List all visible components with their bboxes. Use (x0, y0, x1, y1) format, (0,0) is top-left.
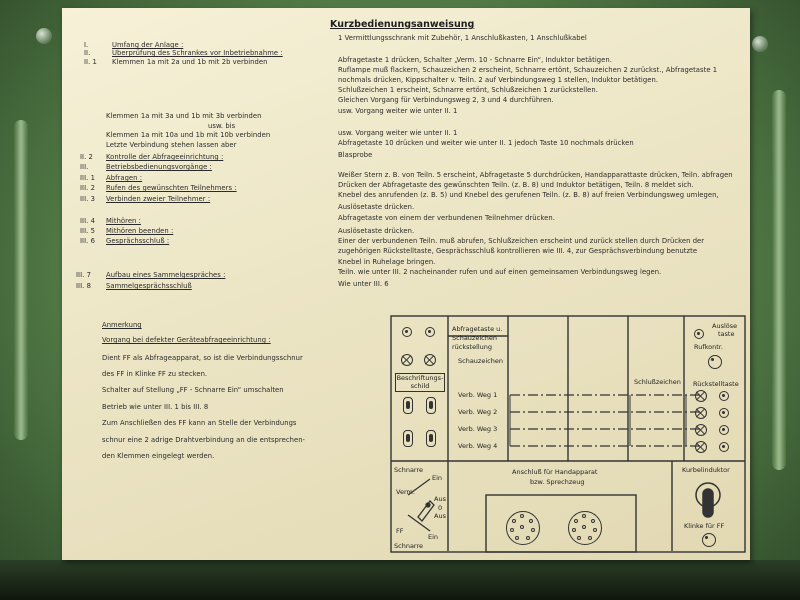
left-num: III. (80, 163, 89, 171)
note-line: des FF in Klinke FF zu stecken. (102, 370, 208, 378)
schlusszeichen-lamp (719, 425, 729, 435)
note-line: Zum Anschließen des FF kann an Stelle der Verbindungs (102, 419, 297, 427)
right-line: Abfragetaste 1 drücken, Schalter „Verm. 10 - Schnarre Ein“, Induktor betätigen. (338, 56, 612, 64)
note-line: Dient FF als Abfrageapparat, so ist die Verbindungsschnur (102, 354, 303, 362)
right-line: Abfragetaste von einem der verbundenen Teilnehmer drücken. (338, 214, 555, 222)
schlusszeichen-lamp (719, 408, 729, 418)
handapparat-socket (568, 511, 602, 545)
label-abfrage: Abfragetaste u. (452, 325, 503, 333)
left-text: Umfang der Anlage : (112, 41, 184, 49)
label-verm: Verm. (396, 488, 415, 496)
cabinet-bottom-shadow (0, 560, 800, 600)
label-aus: Aus (434, 512, 446, 520)
schauzeichen-knob (401, 354, 413, 366)
label-schauzeichen: Schauzeichen (458, 357, 503, 365)
right-line: Drücken der Abfragetaste des gewünschten Teiln. (z. B. 8) und Induktor betätigen, Teiln. 8 meldet sich. (338, 181, 694, 189)
label-rufkontr: Rufkontr. (694, 343, 723, 351)
schlusszeichen-lamp (719, 442, 729, 452)
right-handle (772, 90, 786, 470)
note-heading: Anmerkung (102, 321, 142, 329)
left-handle (14, 120, 28, 440)
handapparat-socket (506, 511, 540, 545)
label-abfrage: Schauzeichen (452, 334, 497, 342)
rueckstell-key (695, 390, 707, 402)
ausloese-knob (694, 329, 704, 339)
left-text: Gesprächsschluß : (106, 237, 170, 245)
left-text: Klemmen 1a mit 2a und 1b mit 2b verbinden (112, 58, 268, 66)
left-num: I. (84, 41, 89, 49)
left-num: III. 5 (80, 227, 95, 235)
label-ausloese: Auslöse (712, 322, 738, 330)
label-weg: Verb. Weg 1 (458, 391, 498, 399)
note-subheading: Vorgang bei defekter Geräteabfrageeinrichtung : (102, 336, 271, 344)
left-num: III. 1 (80, 174, 95, 182)
left-text: Aufbau eines Sammelgespräches : (106, 271, 226, 279)
label-schlusszeichen: Schlußzeichen (634, 378, 681, 386)
left-text: Mithören : (106, 217, 141, 225)
note-line: schnur eine 2 adrige Drahtverbindung an die entsprechen- (102, 436, 306, 444)
label-weg: Verb. Weg 2 (458, 408, 498, 416)
right-line: Knebel des anrufenden (z. B. 5) und Knebel des gerufenen Teiln. (z. B. 8) auf freien Verbindungsweg umlegen, (338, 191, 719, 199)
right-line: Ruflampe muß flackern, Schauzeichen 2 erscheint, Schnarre ertönt, Schauzeichen 2 zurückst., Abfragetaste 1 (338, 66, 718, 74)
label-abfrage: rückstellung (452, 343, 493, 351)
left-text: Kontrolle der Abfrageeinrichtung : (106, 153, 224, 161)
right-line: Auslösetaste drücken. (338, 203, 415, 211)
left-text: Verbinden zweier Teilnehmer : (106, 195, 211, 203)
knebel-switch (426, 397, 436, 414)
left-text: Klemmen 1a mit 10a und 1b mit 10b verbinden (106, 131, 271, 139)
knebel-switch (426, 430, 436, 447)
schauzeichen-knob (424, 354, 436, 366)
note-line: Schalter auf Stellung „FF - Schnarre Ein“ umschalten (102, 386, 284, 394)
right-line: Wie unter III. 6 (338, 280, 389, 288)
right-line: Auslösetaste drücken. (338, 227, 415, 235)
right-line: 1 Vermittlungsschrank mit Zubehör, 1 Anschlußkasten, 1 Anschlußkabel (338, 34, 587, 42)
label-zero: 0 (438, 504, 443, 512)
label-weg: Verb. Weg 3 (458, 425, 498, 433)
note-line: den Klemmen eingelegt werden. (102, 452, 215, 460)
label-schnarre: Schnarre (394, 466, 424, 474)
label-beschriftung: schild (410, 382, 430, 390)
label-aus: Aus (434, 495, 446, 503)
right-line: usw. Vorgang weiter wie unter II. 1 (338, 129, 458, 137)
label-weg: Verb. Weg 4 (458, 442, 498, 450)
panel-diagram (390, 315, 746, 553)
beschriftungsschild (395, 373, 445, 392)
left-text: Sammelgesprächsschluß (106, 282, 192, 290)
klinke-ff-socket (702, 533, 716, 547)
kurbelinduktor-crank (680, 475, 740, 527)
left-text: Mithören beenden : (106, 227, 174, 235)
left-text: Überprüfung des Schrankes vor Inbetriebnahme : (112, 49, 283, 57)
label-ein: Ein (432, 474, 443, 482)
schnarre-switch (400, 475, 450, 535)
right-line: Knebel in Ruhelage bringen. (338, 258, 436, 266)
left-num: III. 6 (80, 237, 95, 245)
left-text: Betriebsbedienungsvorgänge : (106, 163, 212, 171)
abfragetaste-knob (425, 327, 435, 337)
left-num: III. 7 (76, 271, 91, 279)
knebel-switch (403, 397, 413, 414)
label-schnarre: Schnarre (394, 542, 424, 550)
label-ausloese: taste (718, 330, 735, 338)
left-num: III. 4 (80, 217, 95, 225)
right-line: Schlußzeichen 1 erscheint, Schnarre ertönt, Schlußzeichen 1 zurückstellen. (338, 86, 598, 94)
label-klinke: Klinke für FF (684, 522, 725, 530)
abfragetaste-knob (402, 327, 412, 337)
left-text: Klemmen 1a mit 3a und 1b mit 3b verbinden (106, 112, 262, 120)
right-line: usw. Vorgang weiter wie unter II. 1 (338, 107, 458, 115)
right-line: Weißer Stern z. B. von Teiln. 5 erscheint, Abfragetaste 5 durchdrücken, Handapparattaste drücken, Teiln. abfragen (338, 171, 733, 179)
right-line: nochmals drücken, Kippschalter v. Teiln. 2 auf Verbindungsweg 1 stellen, Induktor betätigen. (338, 76, 659, 84)
left-text: Rufen des gewünschten Teilnehmers : (106, 184, 237, 192)
label-ein: Ein (428, 533, 439, 541)
label-ff: FF (396, 527, 404, 535)
right-line: Gleichen Vorgang für Verbindungsweg 2, 3 und 4 durchführen. (338, 96, 554, 104)
left-text: Abfragen : (106, 174, 143, 182)
right-line: Abfragetaste 10 drücken und weiter wie unter II. 1 jedoch Taste 10 nochmals drücken (338, 139, 634, 147)
right-line: zugehörigen Rückstelltaste, Gesprächsschluß kontrollieren wie III. 4, zur Gesprächsverbindung benutzte (338, 247, 698, 255)
instruction-plate (62, 8, 750, 560)
right-line: Einer der verbundenen Teiln. muß abrufen, Schlußzeichen erscheint und zurück stellen durch Drücken der (338, 237, 705, 245)
note-line: Betrieb wie unter III. 1 bis III. 8 (102, 403, 209, 411)
label-handapparat: Anschluß für Handapparat (512, 468, 598, 476)
left-text: usw. bis (208, 122, 236, 130)
label-kurbelinduktor: Kurbelinduktor (682, 466, 730, 474)
bolt-top-left (36, 28, 52, 44)
label-beschriftung: Beschriftungs- (396, 374, 444, 382)
schlusszeichen-lamp (719, 391, 729, 401)
left-text: Letzte Verbindung stehen lassen aber (106, 141, 237, 149)
left-num: II. 2 (80, 153, 93, 161)
left-num: III. 3 (80, 195, 95, 203)
left-num: III. 2 (80, 184, 95, 192)
left-num: II. 1 (84, 58, 97, 66)
left-num: II. (84, 49, 91, 57)
rufkontrolle-lamp (708, 355, 722, 369)
plate-title: Kurzbedienungsanweisung (330, 19, 475, 30)
label-rueckstelltaste: Rückstelltaste (693, 380, 739, 388)
rueckstell-key (695, 424, 707, 436)
rueckstell-key (695, 407, 707, 419)
right-line: Blasprobe (338, 151, 373, 159)
rueckstell-key (695, 441, 707, 453)
bolt-top-right (752, 36, 768, 52)
left-num: III. 8 (76, 282, 91, 290)
knebel-switch (403, 430, 413, 447)
label-handapparat: bzw. Sprechzeug (530, 478, 585, 486)
right-line: Teiln. wie unter III. 2 nacheinander rufen und auf einen gemeinsamen Verbindungsweg legen. (338, 268, 662, 276)
